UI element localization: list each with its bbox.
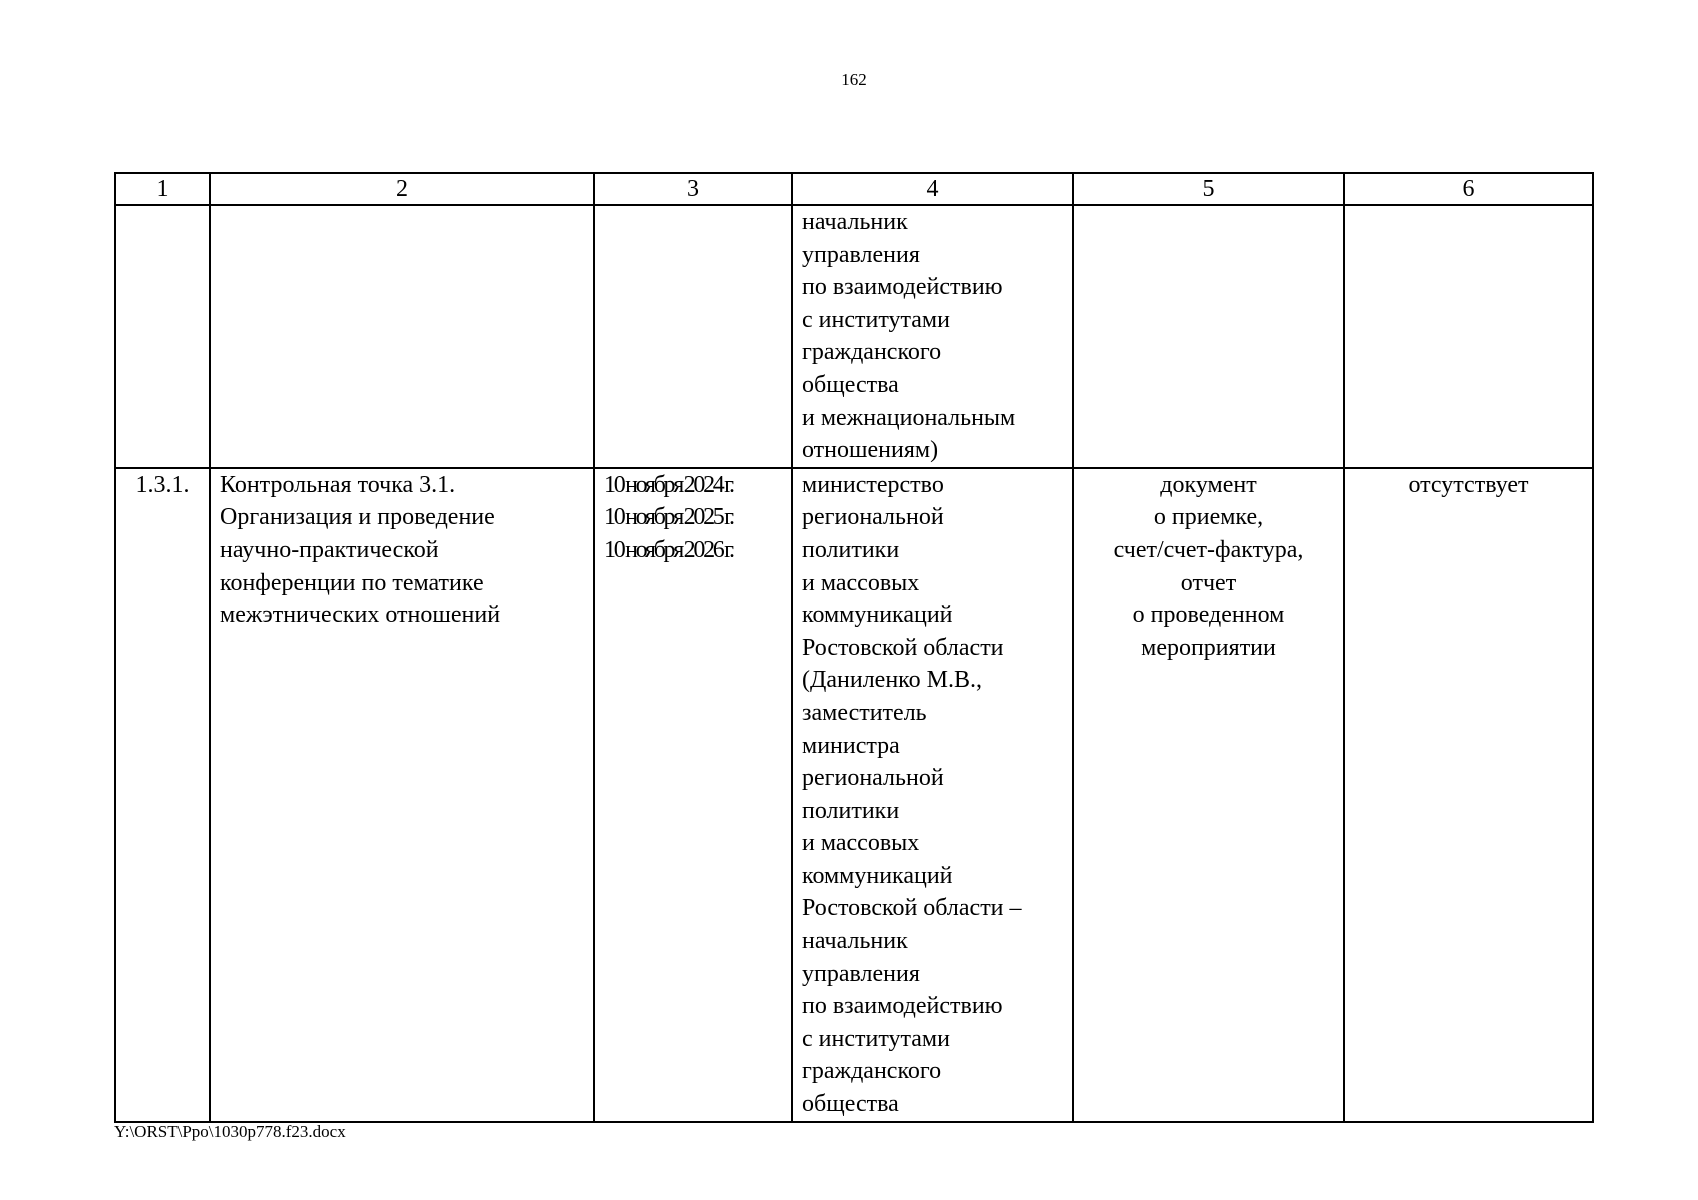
continuation-col3 — [594, 205, 792, 468]
responsible-line: начальник — [802, 928, 908, 955]
plan-table — [114, 172, 1594, 1123]
responsible-line: региональной — [802, 504, 944, 531]
document-line: документ — [1160, 471, 1257, 498]
responsible-line: и массовых — [802, 569, 920, 596]
document-line: мероприятии — [1141, 634, 1276, 661]
title-line: научно-практической — [220, 536, 439, 563]
header-cell-1: 1 — [115, 173, 210, 205]
header-cell-4: 4 — [792, 173, 1073, 205]
continuation-responsible-line: управления — [802, 241, 920, 268]
responsible-line: гражданского — [802, 1058, 942, 1085]
continuation-responsible-line: начальник — [802, 209, 908, 235]
deadline-dates — [594, 468, 792, 1122]
document-line: о проведенном — [1132, 602, 1285, 629]
responsible-line: политики — [802, 797, 900, 824]
file-path-footer: Y:\ORST\Ppo\1030p778.f23.docx — [114, 1122, 346, 1141]
page-number: 162 — [841, 70, 867, 89]
deadline-date: 10 ноября 2024 г. — [604, 471, 733, 498]
control-point-title — [210, 468, 594, 1122]
header-cell-5: 5 — [1073, 173, 1344, 205]
continuation-responsible-line: и межнациональным — [802, 404, 1016, 431]
responsible-line: политики — [802, 536, 900, 563]
document-line: о приемке, — [1153, 504, 1264, 531]
responsible-line: общества — [802, 1091, 899, 1118]
table-row-continuation — [115, 205, 1593, 468]
status-cell: отсутствует — [1344, 468, 1593, 1122]
header-cell-2: 2 — [210, 173, 594, 205]
responsible-line: (Даниленко М.В., — [802, 667, 982, 694]
continuation-col1 — [115, 205, 210, 468]
deadline-date: 10 ноября 2025 г. — [604, 504, 733, 531]
title-line: Организация и проведение — [220, 504, 495, 531]
responsible-line: коммуникаций — [802, 862, 953, 889]
responsible-line: заместитель — [802, 699, 927, 726]
continuation-responsible-line: с институтами — [802, 306, 950, 333]
continuation-responsible-line: отношениям) — [802, 437, 939, 464]
title-line: Контрольная точка 3.1. — [220, 471, 456, 498]
document-line: счет/счет-фактура, — [1113, 536, 1304, 563]
deadline-date: 10 ноября 2026 г. — [604, 536, 733, 563]
responsible-line: Ростовской области – — [802, 895, 1022, 922]
responsible-executor — [792, 468, 1073, 1122]
continuation-responsible-line: по взаимодействию — [802, 274, 1003, 301]
title-line: межэтнических отношений — [220, 602, 501, 629]
responsible-line: с институтами — [802, 1025, 950, 1052]
continuation-responsible-line: общества — [802, 371, 899, 398]
responsible-line: Ростовской области — [802, 634, 1004, 661]
responsible-line: региональной — [802, 765, 944, 792]
responsible-line: министерство — [802, 471, 944, 498]
header-cell-3: 3 — [594, 173, 792, 205]
responsible-line: и массовых — [802, 830, 920, 857]
continuation-responsible — [792, 205, 1073, 468]
row-number: 1.3.1. — [115, 468, 210, 1122]
continuation-responsible-line: гражданского — [802, 339, 942, 366]
title-line: конференции по тематике — [220, 569, 484, 596]
continuation-col5 — [1073, 205, 1344, 468]
continuation-col2 — [210, 205, 594, 468]
responsible-line: управления — [802, 960, 920, 987]
header-cell-6: 6 — [1344, 173, 1593, 205]
table-row-1-3-1 — [115, 468, 1593, 1122]
responsible-line: коммуникаций — [802, 602, 953, 629]
responsible-line: министра — [802, 732, 900, 759]
responsible-line: по взаимодействию — [802, 993, 1003, 1020]
continuation-col6 — [1344, 205, 1593, 468]
table-header-row — [115, 173, 1593, 205]
document-line: отчет — [1180, 569, 1237, 596]
confirming-document — [1073, 468, 1344, 1122]
